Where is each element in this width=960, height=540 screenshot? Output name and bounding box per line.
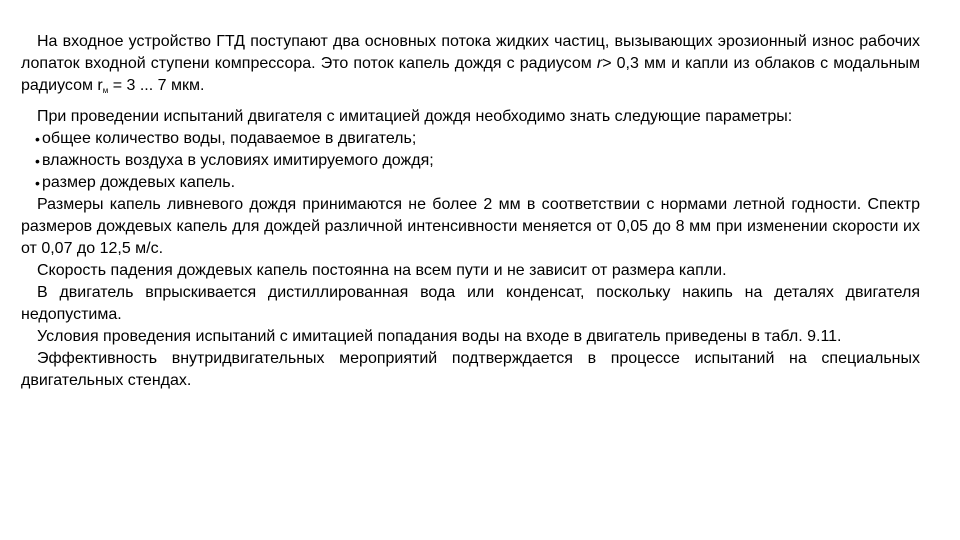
list-item-text: общее количество воды, подаваемое в двигатель; [42, 130, 417, 147]
paragraph-effectiveness: Эффективность внутридвигательных мероприятий подтверждается в процессе испытаний на специальных двигательных стендах. [21, 350, 920, 389]
list-item [21, 172, 920, 194]
paragraph-erosion-sources-part1: На входное устройство ГТД поступают два основных потока жидких частиц, вызывающих эрозионный износ рабочих лопаток входной ступени компрессора. Это поток капель дождя с радиусом [21, 33, 920, 72]
paragraph-test-conditions: Условия проведения испытаний с имитацией попадания воды на входе в двигатель приведены в табл. 9.11. [37, 328, 842, 345]
list-item [21, 150, 920, 172]
paragraph-distilled-water: В двигатель впрыскивается дистиллированная вода или конденсат, поскольку накипь на деталях двигателя недопустима. [21, 284, 920, 323]
list-item-text: влажность воздуха в условиях имитируемого дождя; [42, 152, 434, 169]
paragraph-erosion-sources-part2: > 0,3 мм и капли из облаков с модальным радиусом r [21, 55, 920, 94]
radius-symbol: r [596, 55, 603, 72]
paragraph-drop-sizes: Размеры капель ливневого дождя принимаются не более 2 мм в соответствии с нормами летной годности. Спектр размеров дождевых капель для дождей различной интенсивности меняется от 0,05 до 8 мм при изменении скорости их от 0,07 до 12,5 м/с. [21, 196, 920, 257]
paragraph-test-parameters-intro: При проведении испытаний двигателя с имитацией дождя необходимо знать следующие параметры: [37, 108, 793, 125]
list-item-text: размер дождевых капель. [42, 174, 236, 191]
modal-radius-subscript: м [102, 86, 109, 95]
paragraph-erosion-sources [21, 31, 920, 102]
slide-text-body [21, 31, 920, 392]
paragraph-erosion-sources-part3: = 3 ... 7 мкм. [108, 77, 205, 94]
list-item [21, 128, 920, 150]
paragraph-fall-speed: Скорость падения дождевых капель постоянна на всем пути и не зависит от размера капли. [37, 262, 727, 279]
